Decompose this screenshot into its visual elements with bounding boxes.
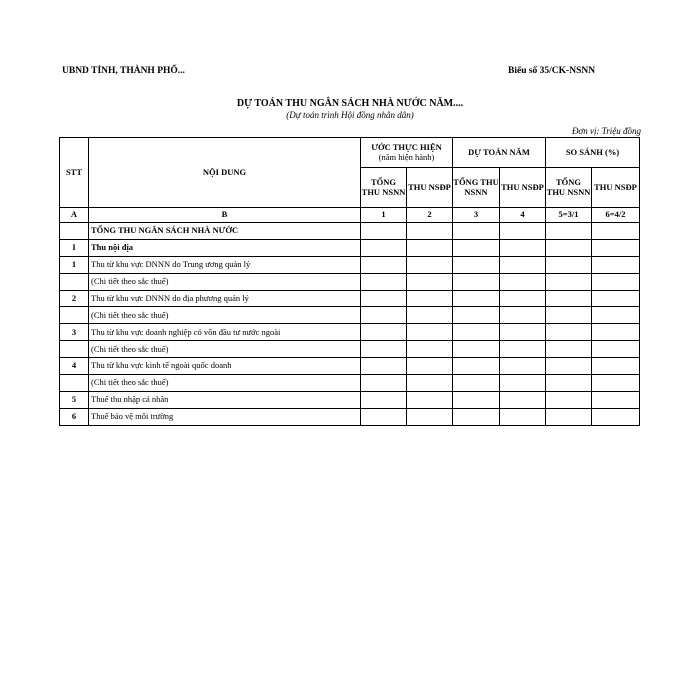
header-comparison: SO SÁNH (%): [546, 138, 640, 168]
code-cell: 4: [500, 208, 546, 223]
value-cell: [453, 391, 500, 408]
table-row: [60, 256, 640, 273]
value-cell: [407, 256, 453, 273]
budget-table: [59, 137, 640, 426]
value-cell: [500, 341, 546, 358]
value-cell: [361, 358, 407, 375]
code-cell: 2: [407, 208, 453, 223]
value-cell: [546, 375, 592, 392]
table-row: [60, 324, 640, 341]
code-cell: 3: [453, 208, 500, 223]
value-cell: [592, 391, 640, 408]
code-cell: 5=3/1: [546, 208, 592, 223]
value-cell: [500, 290, 546, 307]
value-cell: [361, 324, 407, 341]
header-total-nsnn-3: TỔNG THU NSNN: [546, 168, 592, 208]
row-content: Thuế thu nhập cá nhân: [89, 391, 361, 408]
value-cell: [592, 324, 640, 341]
value-cell: [453, 256, 500, 273]
value-cell: [592, 290, 640, 307]
table-row: [60, 307, 640, 324]
value-cell: [453, 307, 500, 324]
header-content: NỘI DUNG: [89, 138, 361, 208]
table-row: [60, 290, 640, 307]
row-stt: [60, 273, 89, 290]
row-stt: [60, 223, 89, 240]
unit-label: Đơn vị: Triệu đồng: [571, 126, 641, 136]
header-estimate-note: (năm hiện hành): [378, 151, 435, 162]
row-stt: 5: [60, 391, 89, 408]
value-cell: [453, 341, 500, 358]
code-cell: 6=4/2: [592, 208, 640, 223]
value-cell: [546, 239, 592, 256]
value-cell: [453, 273, 500, 290]
value-cell: [592, 256, 640, 273]
value-cell: [500, 239, 546, 256]
value-cell: [407, 239, 453, 256]
value-cell: [407, 324, 453, 341]
form-number: Biểu số 35/CK-NSNN: [508, 66, 596, 76]
table-row: [60, 341, 640, 358]
header-estimate-current: [361, 138, 453, 168]
value-cell: [546, 358, 592, 375]
table-row: [60, 358, 640, 375]
code-cell: B: [89, 208, 361, 223]
row-stt: 1: [60, 256, 89, 273]
header-stt: STT: [60, 138, 89, 208]
table-row: [60, 391, 640, 408]
value-cell: [500, 375, 546, 392]
value-cell: [546, 391, 592, 408]
value-cell: [546, 341, 592, 358]
agency-header: UBND TỈNH, THÀNH PHỐ...: [62, 66, 185, 76]
value-cell: [361, 290, 407, 307]
row-stt: 4: [60, 358, 89, 375]
value-cell: [546, 273, 592, 290]
value-cell: [592, 239, 640, 256]
value-cell: [453, 375, 500, 392]
row-stt: 6: [60, 408, 89, 425]
value-cell: [407, 223, 453, 240]
value-cell: [453, 290, 500, 307]
column-code-row: [60, 208, 640, 223]
value-cell: [361, 273, 407, 290]
value-cell: [500, 324, 546, 341]
row-stt: [60, 375, 89, 392]
row-content: Thu từ khu vực DNNN do Trung ương quản lý: [89, 256, 361, 273]
value-cell: [407, 290, 453, 307]
value-cell: [500, 223, 546, 240]
table-row: [60, 223, 640, 240]
row-stt: I: [60, 239, 89, 256]
value-cell: [546, 408, 592, 425]
value-cell: [453, 324, 500, 341]
value-cell: [592, 307, 640, 324]
row-content: Thu từ khu vực doanh nghiệp có vốn đầu tư nước ngoài: [89, 324, 361, 341]
value-cell: [407, 408, 453, 425]
value-cell: [453, 223, 500, 240]
value-cell: [546, 256, 592, 273]
row-stt: [60, 341, 89, 358]
value-cell: [361, 256, 407, 273]
table-row: [60, 273, 640, 290]
value-cell: [453, 239, 500, 256]
header-nsdp-1: THU NSĐP: [407, 168, 453, 208]
row-content: Thuế bảo vệ môi trường: [89, 408, 361, 425]
header-estimate-title: ƯỚC THỰC HIỆN: [371, 142, 442, 153]
value-cell: [453, 358, 500, 375]
row-content: (Chi tiết theo sắc thuế): [89, 375, 361, 392]
row-content: Thu nội địa: [89, 239, 361, 256]
value-cell: [361, 223, 407, 240]
row-stt: 3: [60, 324, 89, 341]
value-cell: [546, 223, 592, 240]
code-cell: 1: [361, 208, 407, 223]
value-cell: [453, 408, 500, 425]
value-cell: [500, 408, 546, 425]
row-content: Thu từ khu vực DNNN do địa phương quản lý: [89, 290, 361, 307]
table-row: [60, 408, 640, 425]
document-title: DỰ TOÁN THU NGÂN SÁCH NHÀ NƯỚC NĂM....: [236, 98, 464, 109]
value-cell: [361, 391, 407, 408]
header-total-nsnn-1: TỔNG THU NSNN: [361, 168, 407, 208]
table-row: [60, 375, 640, 392]
row-stt: 2: [60, 290, 89, 307]
row-content: (Chi tiết theo sắc thuế): [89, 273, 361, 290]
header-total-nsnn-2: TỔNG THU NSNN: [453, 168, 500, 208]
value-cell: [500, 273, 546, 290]
header-nsdp-2: THU NSĐP: [500, 168, 546, 208]
value-cell: [592, 341, 640, 358]
value-cell: [407, 273, 453, 290]
value-cell: [407, 391, 453, 408]
value-cell: [500, 391, 546, 408]
value-cell: [546, 324, 592, 341]
value-cell: [500, 307, 546, 324]
value-cell: [592, 223, 640, 240]
value-cell: [592, 358, 640, 375]
row-stt: [60, 307, 89, 324]
table-row: [60, 239, 640, 256]
value-cell: [592, 273, 640, 290]
value-cell: [361, 408, 407, 425]
document-subtitle: (Dự toán trình Hội đồng nhân dân): [286, 110, 414, 120]
row-content: TỔNG THU NGÂN SÁCH NHÀ NƯỚC: [89, 223, 361, 240]
row-content: (Chi tiết theo sắc thuế): [89, 307, 361, 324]
value-cell: [361, 307, 407, 324]
header-budget-year: DỰ TOÁN NĂM: [453, 138, 546, 168]
value-cell: [546, 307, 592, 324]
value-cell: [500, 256, 546, 273]
row-content: (Chi tiết theo sắc thuế): [89, 341, 361, 358]
value-cell: [546, 290, 592, 307]
value-cell: [592, 408, 640, 425]
value-cell: [361, 341, 407, 358]
value-cell: [361, 239, 407, 256]
value-cell: [407, 341, 453, 358]
header-nsdp-3: THU NSĐP: [592, 168, 640, 208]
value-cell: [500, 358, 546, 375]
row-content: Thu từ khu vực kinh tế ngoài quốc doanh: [89, 358, 361, 375]
value-cell: [361, 375, 407, 392]
value-cell: [407, 358, 453, 375]
value-cell: [407, 307, 453, 324]
value-cell: [592, 375, 640, 392]
code-cell: A: [60, 208, 89, 223]
value-cell: [407, 375, 453, 392]
